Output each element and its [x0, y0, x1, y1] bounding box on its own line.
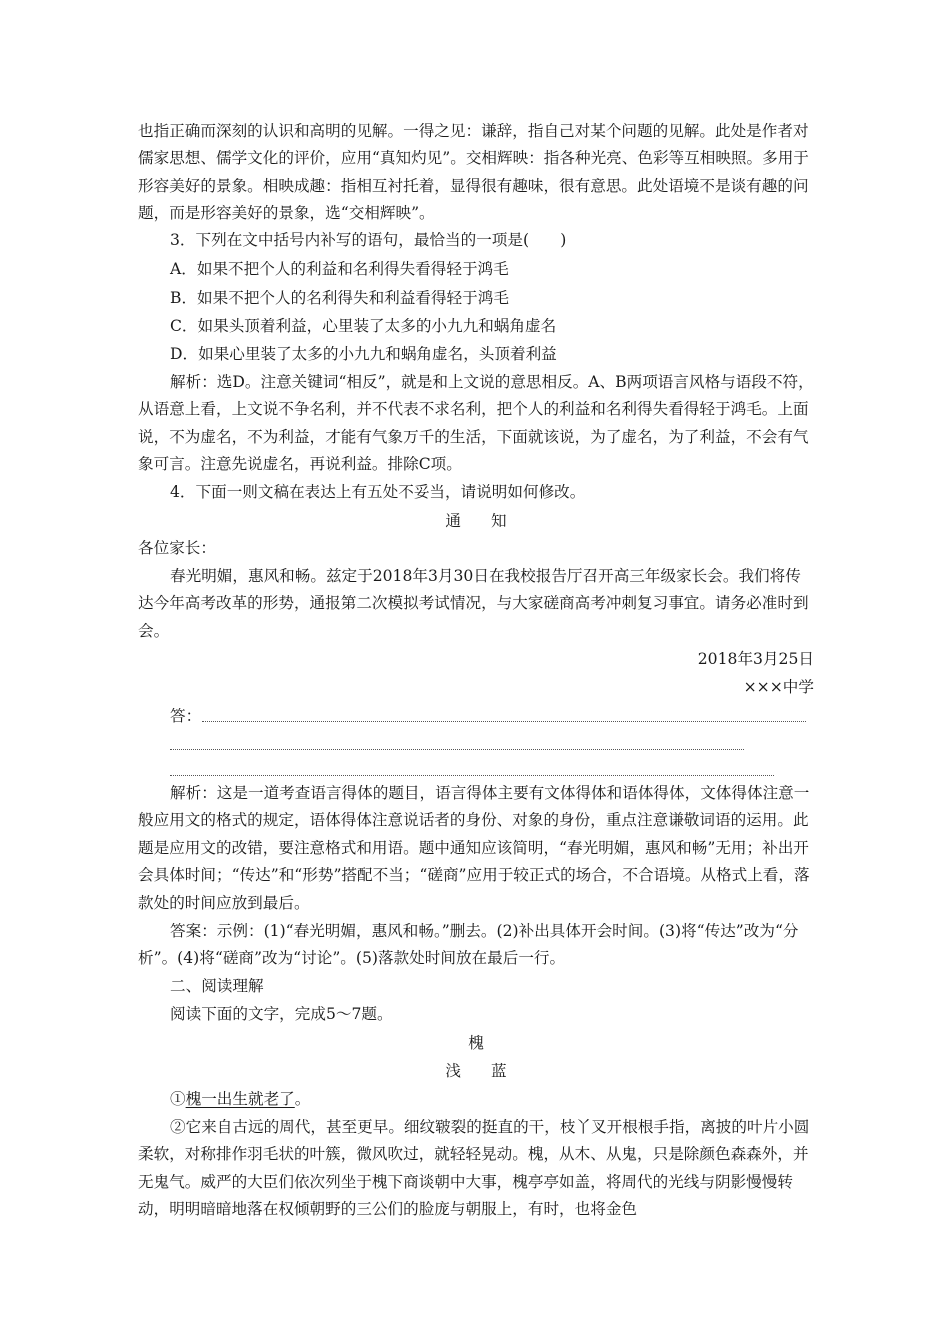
notice-signer: ×××中学: [743, 678, 814, 696]
essay-author-text: 浅蓝: [445, 1062, 537, 1080]
answer-line-3[interactable]: [170, 775, 774, 776]
paragraph-1: [170, 1086, 810, 1113]
analysis-3: 解析：选D。注意关键词“相反”，就是和上文说的意思相反。A、B两项语言风格与语段不符，从语意上看，上文说不争名利，并不代表不求名利，把个人的利益和名利得失看得轻于鸿毛。上面说，不为虚名，不为利益，才能有气象万千的生活，下面就该说，为了虚名，为了利益，不会有气象可言。注意先说虚名，再说利益。排除C项。: [138, 373, 814, 474]
paragraph-1-end: 。: [294, 1090, 311, 1108]
analysis-4: 解析：这是一道考查语言得体的题目，语言得体主要有文体得体和语体得体，文体得体注意一般应用文的格式的规定，语体得体注意说话者的身份、对象的身份，重点注意谦敬词语的运用。此题是应用文的改错，要注意格式和用语。题中通知应该简明，“春光明媚，惠风和畅”无用；补出开会具体时间；“传达”和“形势”搭配不当；“磋商”应用于较正式的场合，不合语境。从格式上看，落款处的时间应放到最后。: [138, 784, 810, 912]
answer-4: 答案：示例：(1)“春光明媚，惠风和畅。”删去。(2)补出具体开会时间。(3)将“传达”改为“分析”。(4)将“磋商”改为“讨论”。(5)落款处时间放在最后一行。: [138, 922, 799, 968]
question-3: 3．下列在文中括号内补写的语句，最恰当的一项是( ): [170, 231, 567, 249]
answer-label: 答：: [170, 707, 202, 725]
analysis-continuation: 也指正确而深刻的认识和高明的见解。一得之见：谦辞，指自己对某个问题的见解。此处是作者对儒家思想、儒学文化的评价，应用“真知灼见”。交相辉映：指各种光亮、色彩等互相映照。多用于形容美好的景象。相映成趣：指相互衬托着，显得很有趣味，很有意思。此处语境不是谈有趣的问题，而是形容美好的景象，选“交相辉映”。: [138, 122, 809, 223]
option-d: D．如果心里装了太多的小九九和蜗角虚名，头顶着利益: [170, 345, 557, 363]
notice-title-text: 通知: [445, 512, 537, 530]
paragraph-1-underlined: 槐一出生就老了: [185, 1090, 295, 1108]
paragraph-1-number: ①: [170, 1090, 186, 1108]
option-b: B．如果不把个人的名利得失和利益看得轻于鸿毛: [170, 289, 509, 307]
option-c: C．如果头顶着利益，心里装了太多的小九九和蜗角虚名: [170, 317, 557, 335]
answer-line-1[interactable]: [202, 721, 806, 722]
option-a: A．如果不把个人的利益和名利得失看得轻于鸿毛: [170, 260, 509, 278]
notice-title: [138, 508, 814, 535]
essay-author: [138, 1058, 814, 1085]
paragraph-2: ②它来自古远的周代，甚至更早。细纹皲裂的挺直的干，枝丫叉开根根手指，离披的叶片小圆柔软，对称排作羽毛状的叶簇，微风吹过，就轻轻晃动。槐，从木、从鬼，只是除颜色森森外，并无鬼气。威严的大臣们依次列坐于槐下商谈朝中大事，槐亭亭如盖，将周代的光线与阴影慢慢转动，明明暗暗地落在权倾朝野的三公们的脸庞与朝服上，有时，也将金色: [138, 1118, 810, 1219]
answer-line-2[interactable]: [170, 749, 744, 750]
question-4: 4．下面一则文稿在表达上有五处不妥当，请说明如何修改。: [170, 483, 586, 501]
reading-intro: 阅读下面的文字，完成5～7题。: [170, 1005, 393, 1023]
notice-greeting: 各位家长：: [138, 539, 216, 557]
notice-body: 春光明媚，惠风和畅。兹定于2018年3月30日在我校报告厅召开高三年级家长会。我们将传达今年高考改革的形势，通报第二次模拟考试情况，与大家磋商高考冲刺复习事宜。请务必准时到会。: [138, 567, 809, 640]
notice-date: 2018年3月25日: [697, 650, 814, 668]
essay-title: 槐: [468, 1034, 484, 1052]
section-heading: 二、阅读理解: [170, 977, 264, 995]
